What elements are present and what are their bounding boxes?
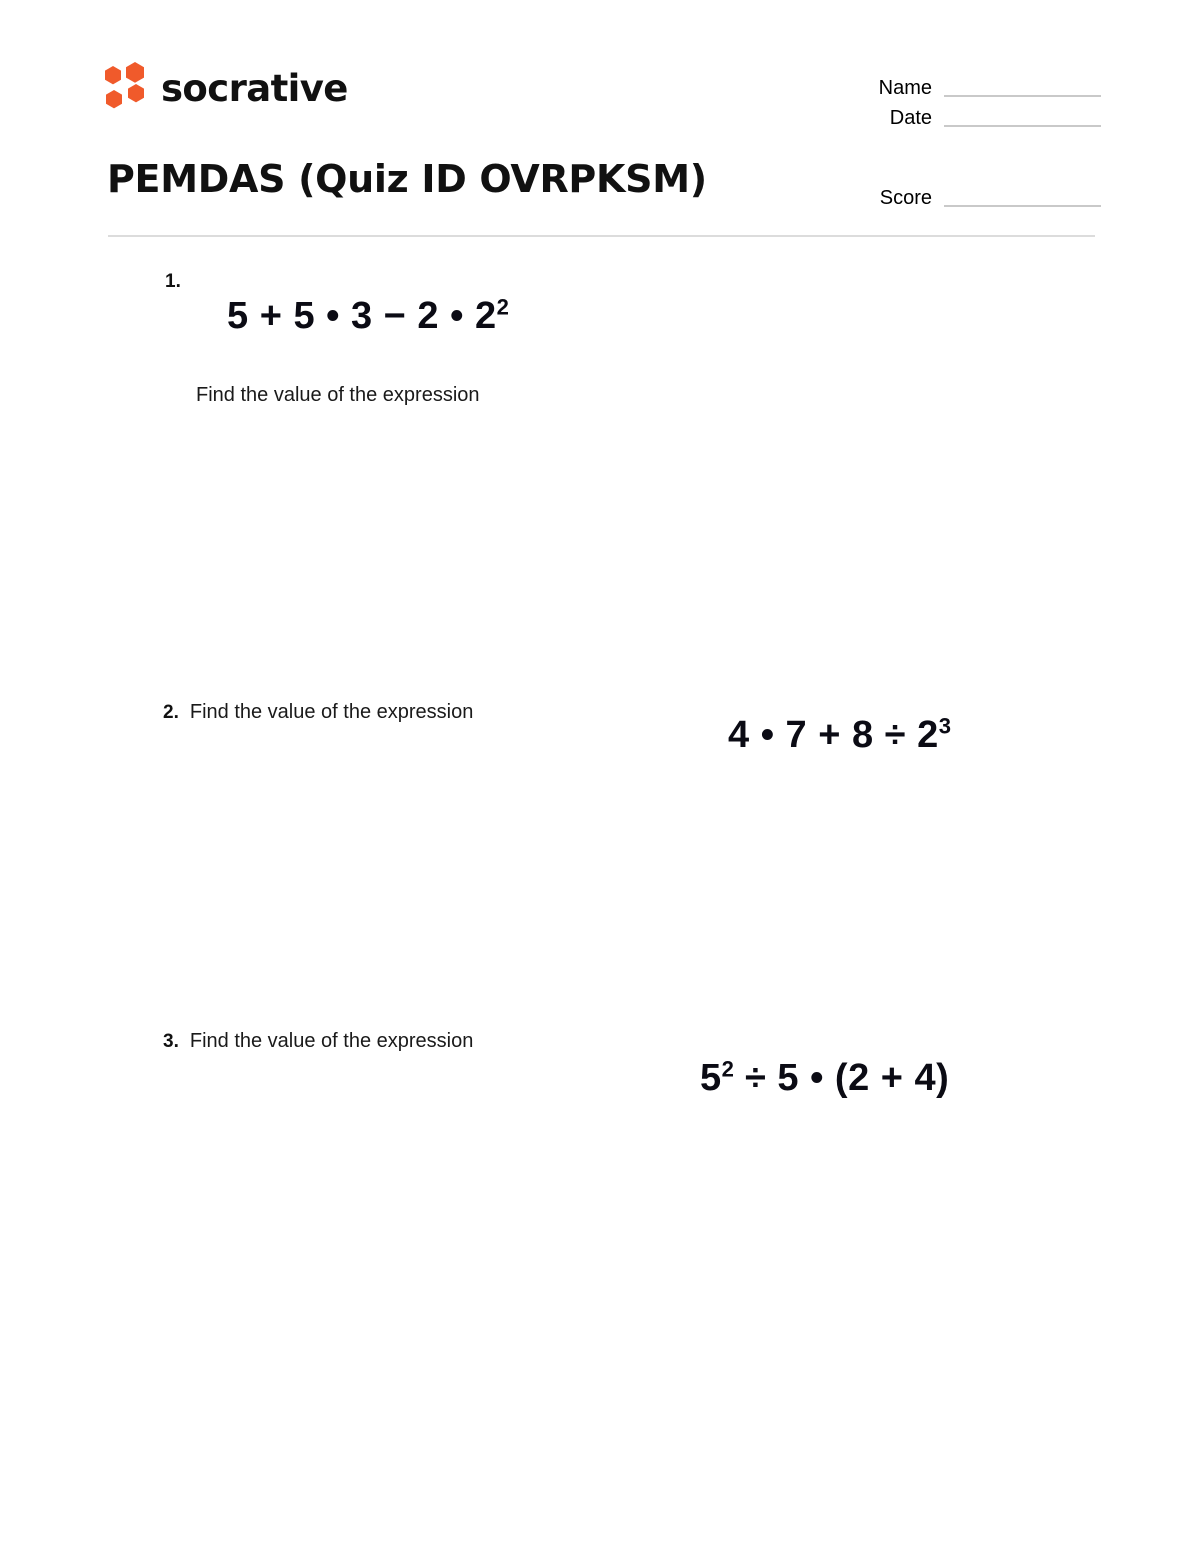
page-header bbox=[0, 0, 1200, 235]
question-1-number: 1. bbox=[165, 271, 181, 292]
question-1-expression-base: 5 + 5 • 3 − 2 • 2 bbox=[227, 295, 497, 337]
score-input-line[interactable] bbox=[944, 205, 1101, 207]
question-3-expression-base-before: 5 bbox=[700, 1057, 722, 1099]
question-2-prompt: Find the value of the expression bbox=[189, 701, 474, 723]
question-3-expression-exponent: 2 bbox=[721, 1056, 734, 1082]
question-3-expression-wrap bbox=[700, 1058, 949, 1100]
question-2-expression-wrap bbox=[728, 715, 951, 757]
question-3-prompt: Find the value of the expression bbox=[189, 1030, 474, 1052]
question-3-expression bbox=[700, 1057, 949, 1099]
question-3-number: 3. bbox=[163, 1031, 179, 1052]
date-field-row bbox=[846, 100, 1101, 130]
question-3-answer-space[interactable] bbox=[108, 1135, 1095, 1535]
question-1-expression bbox=[227, 296, 509, 338]
question-1-prompt: Find the value of the expression bbox=[196, 384, 480, 406]
question-2-answer-space[interactable] bbox=[108, 790, 1095, 1020]
question-2-expression-exponent: 3 bbox=[938, 713, 951, 739]
name-label: Name bbox=[878, 77, 932, 99]
date-label: Date bbox=[889, 107, 932, 129]
question-1-answer-space[interactable] bbox=[108, 410, 1095, 680]
date-input-line[interactable] bbox=[944, 125, 1101, 127]
score-label: Score bbox=[879, 187, 932, 209]
score-field-row bbox=[846, 180, 1101, 210]
socrative-hexagon-logo-icon bbox=[100, 61, 148, 116]
socrative-brand bbox=[100, 61, 348, 116]
question-1-expression-exponent: 2 bbox=[496, 294, 509, 320]
question-2-expression bbox=[728, 714, 951, 756]
question-3-label bbox=[163, 1029, 473, 1054]
question-2-label bbox=[163, 700, 473, 725]
question-3-expression-base-after: ÷ 5 • (2 + 4) bbox=[733, 1057, 950, 1099]
page-title: PEMDAS (Quiz ID OVRPKSM) bbox=[107, 157, 707, 201]
header-divider bbox=[108, 235, 1095, 237]
name-input-line[interactable] bbox=[944, 95, 1101, 97]
question-2-expression-base: 4 • 7 + 8 ÷ 2 bbox=[728, 714, 939, 756]
question-2-number: 2. bbox=[163, 702, 179, 723]
name-field-row bbox=[846, 70, 1101, 100]
socrative-wordmark: socrative bbox=[161, 67, 348, 110]
student-info-block bbox=[846, 70, 1101, 210]
